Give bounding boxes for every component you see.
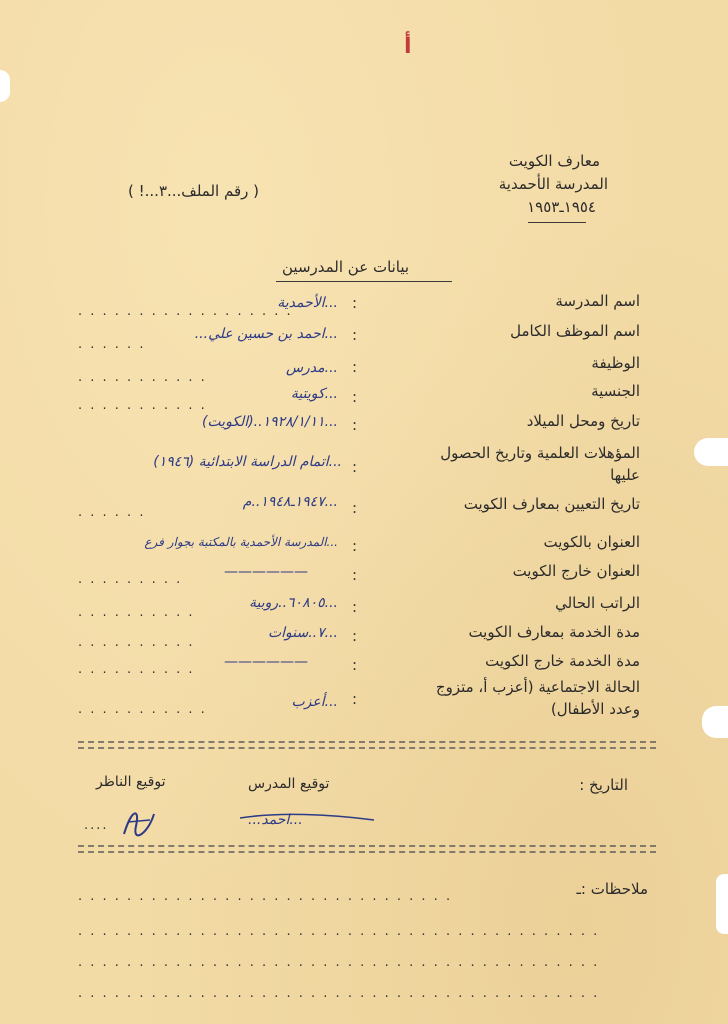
- row-value-service-outside: ——————: [224, 654, 308, 670]
- row-label-appointment: تاريخ التعيين بمعارف الكويت: [463, 495, 640, 513]
- row-label-service-kuwait: مدة الخدمة بمعارف الكويت: [468, 623, 640, 641]
- row-value-nationality: ...كويتية: [290, 386, 338, 402]
- row-colon: :: [352, 388, 358, 406]
- torn-edge-left: [0, 70, 10, 102]
- row-dots: . . . . . .: [78, 337, 146, 352]
- row-value-full-name: ...احمد بن حسين علي...: [194, 326, 338, 342]
- row-dots: . . . . . . . . . . .: [78, 370, 207, 385]
- row-colon: :: [352, 537, 358, 555]
- row-dots: . . . . . . . . . .: [78, 662, 195, 677]
- row-label-nationality: الجنسية: [591, 382, 640, 400]
- separator-line: [78, 741, 656, 745]
- separator-line: [78, 845, 656, 849]
- row-colon: :: [352, 690, 358, 708]
- row-value-job: ...مدرس: [285, 360, 338, 376]
- row-label-salary: الراتب الحالي: [555, 594, 640, 612]
- row-value-service-kuwait: ...٧..سنوات: [267, 625, 338, 641]
- separator-line: [78, 747, 656, 751]
- row-dots: . . . . . . . . . . .: [78, 702, 207, 717]
- row-value-salary: ...٦٠٨٠٥..روبية: [248, 595, 338, 611]
- academic-years: ١٩٥٤ـ١٩٥٣: [527, 198, 596, 216]
- row-label-address-outside: العنوان خارج الكويت: [512, 562, 640, 580]
- row-colon: :: [352, 416, 358, 434]
- file-number: ( رقم الملف...٣...! ): [128, 182, 259, 200]
- row-label-full-name: اسم الموظف الكامل: [510, 322, 640, 340]
- row-value-qualifications: ...اتمام الدراسة الابتدائية (١٩٤٦): [153, 454, 342, 470]
- notes-dots: . . . . . . . . . . . . . . . . . . . . . . . . . . . . . . .: [78, 889, 453, 904]
- row-dots: . . . . . . . . . .: [78, 635, 195, 650]
- row-colon: :: [352, 627, 358, 645]
- ministry-name: معارف الكويت: [508, 152, 600, 170]
- principal-signature-label: توقيع الناظر: [96, 774, 166, 790]
- row-value-appointment: ...١٩٤٧ـ١٩٤٨..م: [242, 494, 338, 510]
- header-underline: [528, 222, 586, 223]
- page-title: بيانات عن المدرسين: [282, 258, 410, 276]
- row-colon: :: [352, 598, 358, 616]
- row-label-school: اسم المدرسة: [555, 292, 640, 310]
- row-value-address-kuwait: ...المدرسة الأحمدية بالمكتبة بجوار فرع: [144, 535, 338, 549]
- school-name: المدرسة الأحمدية: [498, 175, 608, 193]
- row-label-marital: الحالة الاجتماعية (أعزب أ، متزوج وعدد الأطفال): [435, 678, 640, 718]
- notes-label: ملاحظات :ـ: [576, 880, 648, 898]
- row-dots: . . . . . . . . . . . . . . . . . .: [78, 304, 293, 319]
- torn-edge-right-3: [716, 874, 728, 934]
- torn-edge-right-1: [694, 438, 728, 466]
- row-label-birth: تاريخ ومحل الميلاد: [526, 412, 640, 430]
- row-value-school: ...الأحمدية: [277, 295, 338, 311]
- row-label-service-outside: مدة الخدمة خارج الكويت: [485, 652, 640, 670]
- principal-signature-scribble: [118, 804, 158, 844]
- teacher-signature: ...احمد...: [248, 812, 303, 828]
- notes-line: . . . . . . . . . . . . . . . . . . . . . . . . . . . . . . . . . . . . . . . . . . .: [78, 924, 600, 939]
- row-label-job: الوظيفة: [591, 354, 640, 372]
- row-colon: :: [352, 656, 358, 674]
- row-colon: :: [352, 326, 358, 344]
- row-value-marital: ...أعزب: [291, 694, 338, 710]
- notes-line: . . . . . . . . . . . . . . . . . . . . . . . . . . . . . . . . . . . . . . . . . . .: [78, 955, 600, 970]
- row-colon: :: [352, 458, 358, 476]
- principal-signature-dots: ....: [84, 818, 109, 833]
- row-colon: :: [352, 294, 358, 312]
- page-mark: أ: [404, 34, 412, 59]
- date-label: التاريخ :: [579, 776, 628, 794]
- row-dots: . . . . . . . . . .: [78, 605, 195, 620]
- row-dots: . . . . . . . . .: [78, 572, 183, 587]
- notes-line: . . . . . . . . . . . . . . . . . . . . . . . . . . . . . . . . . . . . . . . . . . .: [78, 986, 600, 1001]
- row-dots: . . . . . . . . . . .: [78, 398, 207, 413]
- teacher-signature-stroke: [238, 812, 378, 826]
- title-underline: [276, 281, 452, 282]
- row-label-qualifications: المؤهلات العلمية وتاريخ الحصول عليها: [440, 444, 640, 484]
- row-colon: :: [352, 499, 358, 517]
- row-value-birth: ...١٩٢٨/١/١١..(الكويت): [201, 414, 338, 430]
- row-value-address-outside: ——————: [224, 564, 308, 580]
- torn-edge-right-2: [702, 706, 728, 738]
- row-dots: . . . . . .: [78, 505, 146, 520]
- separator-line: [78, 851, 656, 855]
- row-colon: :: [352, 358, 358, 376]
- row-label-address-kuwait: العنوان بالكويت: [543, 533, 640, 551]
- teacher-signature-label: توقيع المدرس: [248, 776, 330, 792]
- row-colon: :: [352, 566, 358, 584]
